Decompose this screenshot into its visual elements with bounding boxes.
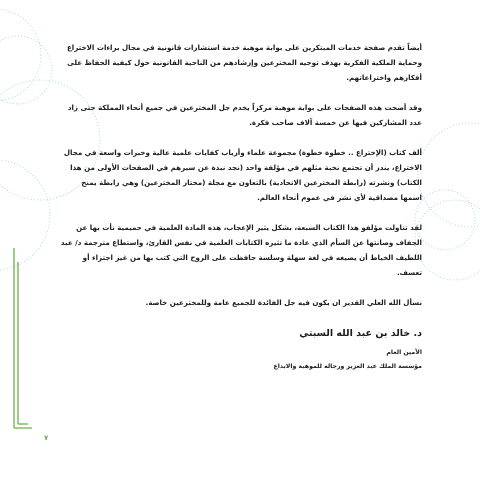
paragraph-3: ألف كتاب (الإختراع .. خطوة خطوة) مجموعة علماء وأرباب كفايات علمية عالية وخبرات واسعة في مجال الاختراع، يندر أن تجتمع نخبة مثلهم في مؤلفة واحد (نجد نبذة عن سيرهم في الصفحات الأولى من هذا الكتاب) ونشرته (رابطة المخترعين الاتحادية) بالتعاون مع مجلة (مختار المخترعين) وهي رابطة يمنح اسمها مصداقية لأي نشر في عموم أنحاء العالم. — [63, 148, 422, 202]
green-frame-lines — [14, 248, 32, 428]
signatory-title: الأمين العام — [386, 349, 422, 356]
paragraph-1: أيضاً تقدم صفحة خدمات المبتكرين على بوابة موهبة خدمة استشارات قانونية في مجال براءات الاختراع وحماية الملكية الفكرية بهدف توجيه المخترعين وإرشادهم من الناحية القانونية حول كيفية الحفاظ على أفكارهم واختراعاتهم. — [66, 43, 422, 82]
letter-body — [58, 40, 422, 374]
signatory-organization: مؤسسة الملك عبد العزيز ورجاله للموهبة والابداع — [273, 363, 422, 370]
closing-line: نسأل الله العلي القدير ان يكون فيه جل الفائدة للجميع عامة وللمخترعين خاصة. — [145, 298, 422, 307]
page-number: ٧ — [44, 434, 49, 442]
signatory-name: د. خالد بن عبد الله السبتي — [299, 328, 422, 339]
signature-block — [58, 325, 422, 374]
paragraph-2: وقد أضحت هذه الصفحات على بوابة موهبة مركزاً يخدم جل المخترعين في جميع أنحاء المملكة حتى زاد عدد المشاركين فيها عن خمسة آلاف صاحب فكرة. — [67, 103, 422, 127]
paragraph-4: لقد تناولت مؤلفو هذا الكتاب السبعة، بشكل يثير الإعجاب، هذه المادة العلمية في حميمية نأت بها عن الجفاف وصانتها عن السأم الذي عادة ما تثيره الكتابات العلمية في نفس القارئ، واستطاع مترجمة د/ عبد اللطيف الخياط أن يصيغه في لغة سهلة وسلسة حافظت على الروح التي كتب بها من غير اجتزاء أو تعسف. — [60, 223, 422, 277]
